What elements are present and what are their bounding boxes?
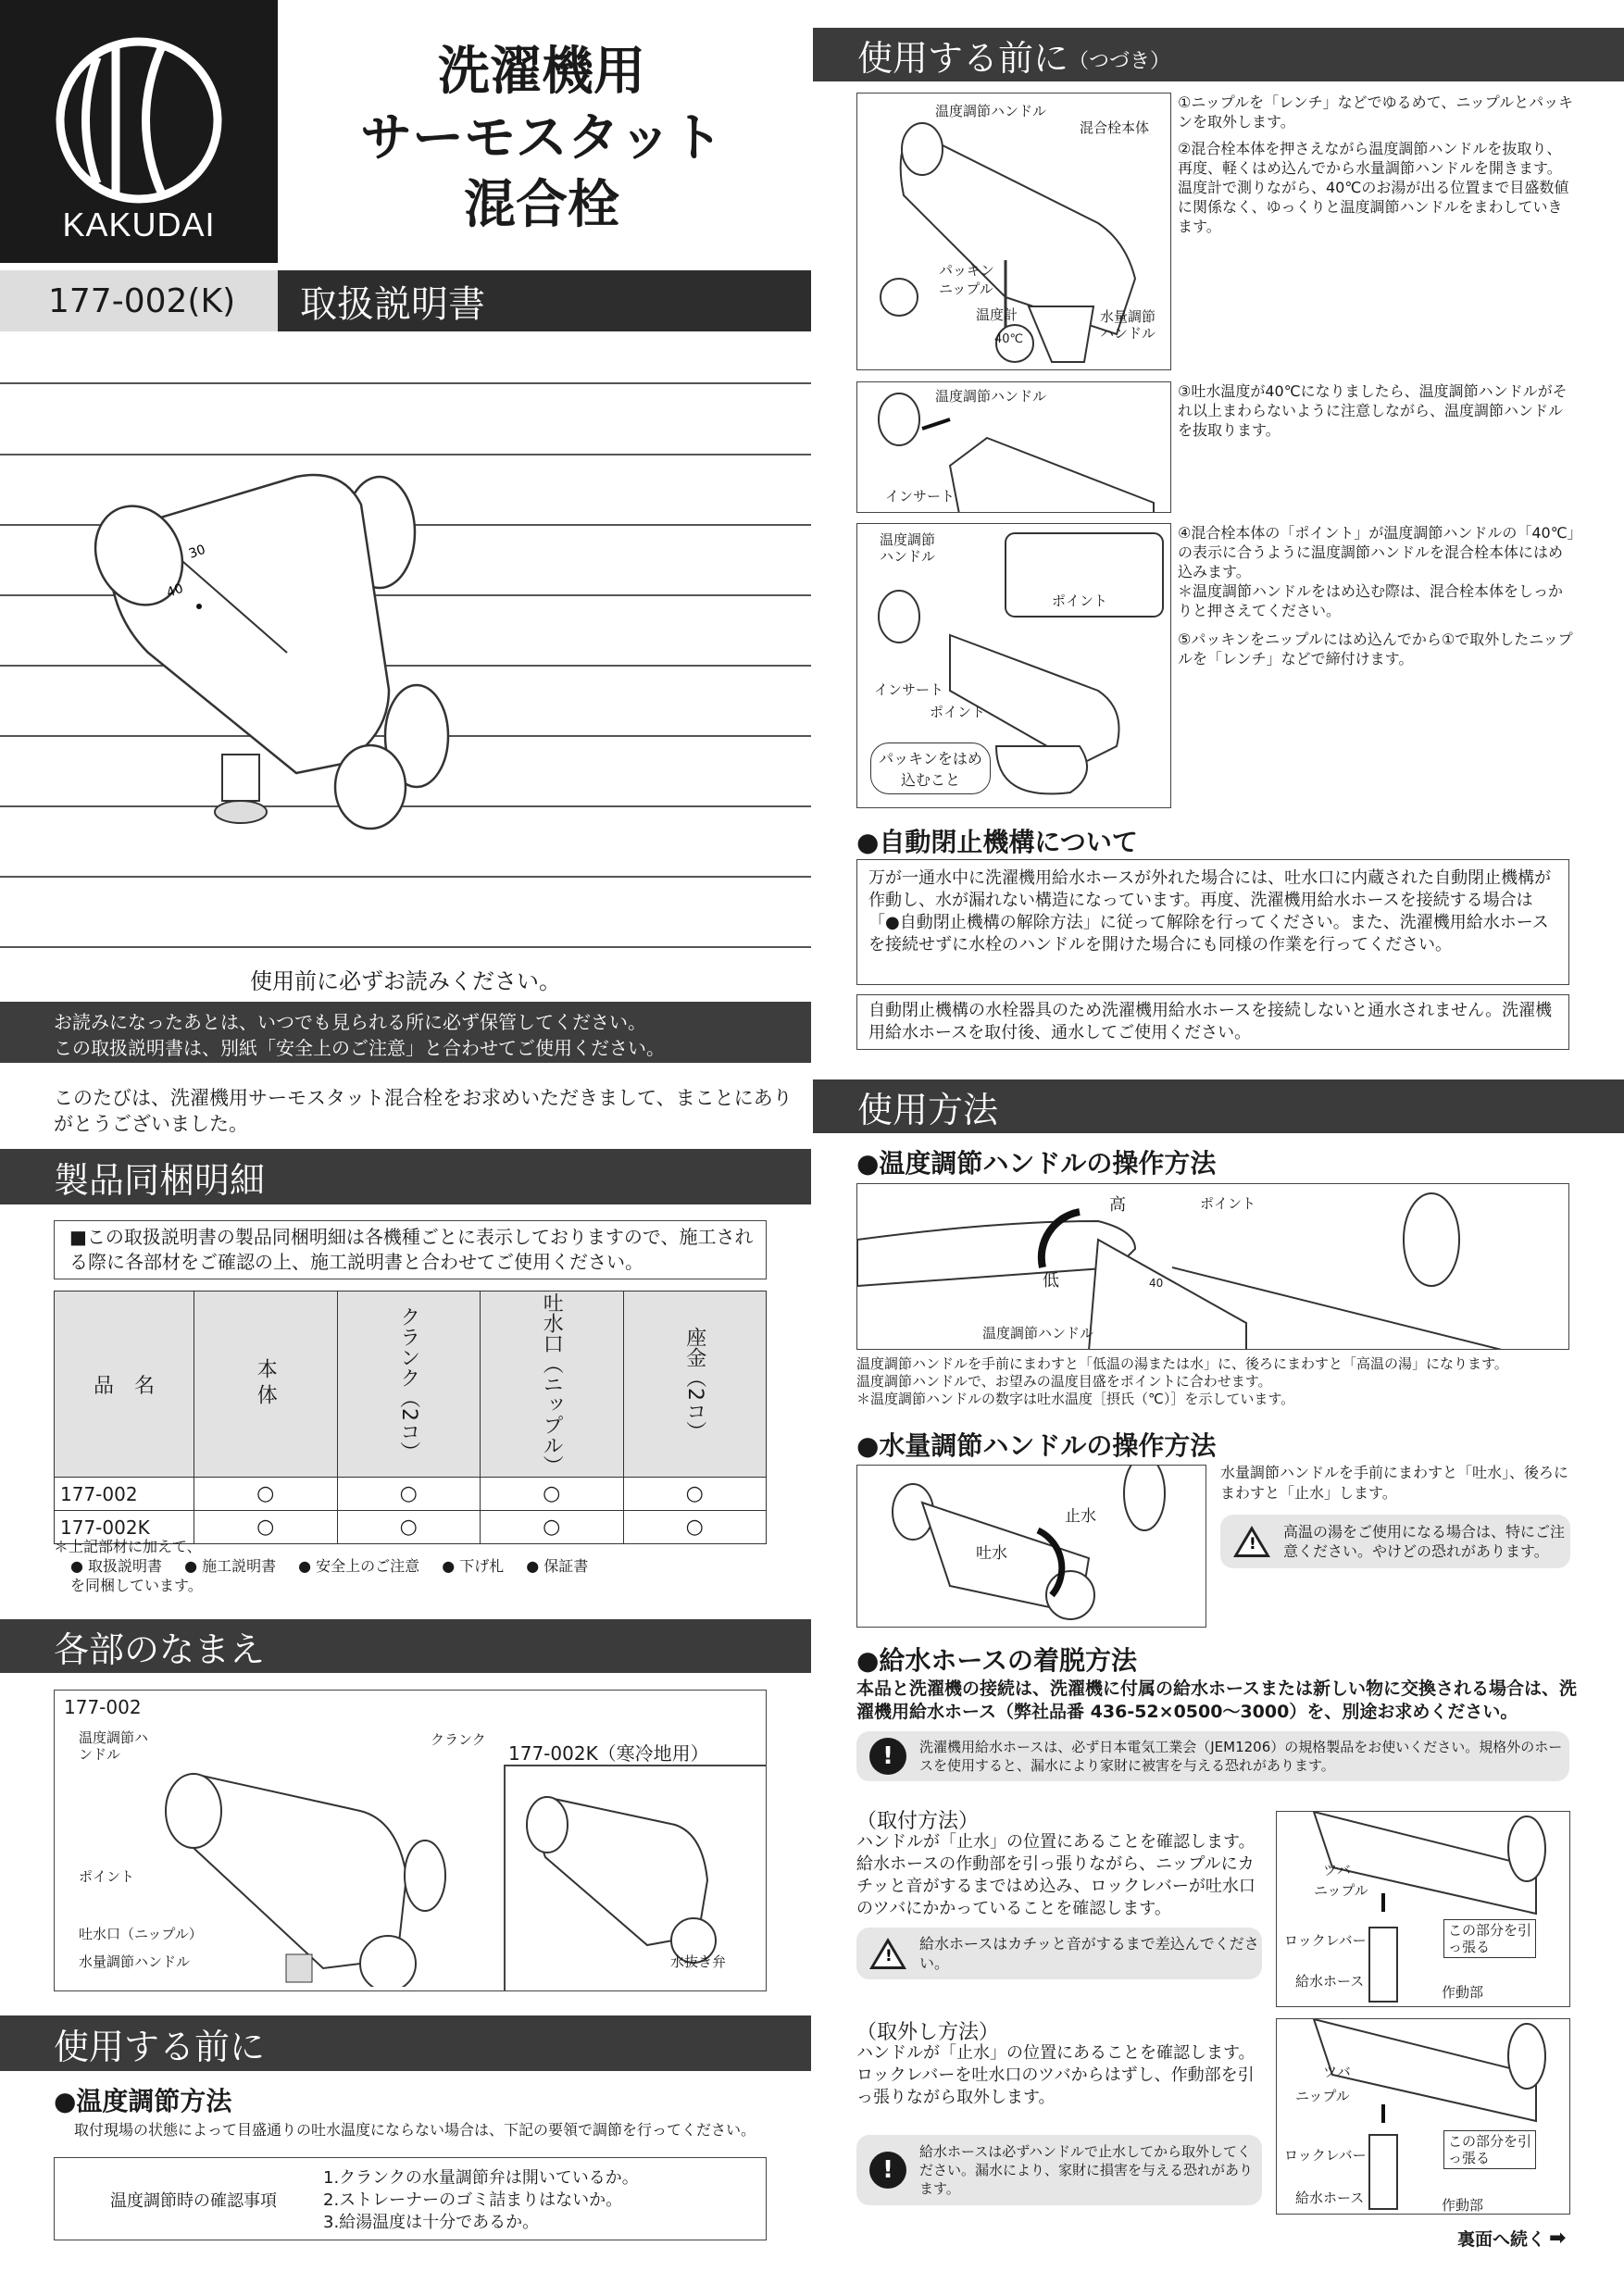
detach-title: （取外し方法）	[856, 2021, 1000, 2044]
attach-title: （取付方法）	[856, 1810, 980, 1833]
next-page[interactable]	[1457, 2226, 1566, 2251]
step-item: ④混合栓本体の「ポイント」が温度調節ハンドルの「40℃」の表示に合うように温度調節ハンドルを混合栓本体にはめ込みます。	[1178, 524, 1575, 580]
fig-pull: この部分を引っ張る	[1443, 2130, 1536, 2169]
step-text-3	[1178, 523, 1576, 668]
flow-op-title: ●水量調節ハンドルの操作方法	[856, 1430, 1217, 1461]
cell-mark: ○	[337, 1511, 481, 1544]
fig-hose: 給水ホース	[1295, 1973, 1365, 1990]
fig-action: 作動部	[1442, 1984, 1484, 2001]
usage-heading: 使用方法	[813, 1079, 1624, 1133]
step-figure-3	[856, 523, 1171, 808]
step-figure-2	[856, 381, 1171, 513]
next-page-label: 裏面へ続く	[1457, 2229, 1546, 2250]
parts-point: ポイント	[79, 1868, 135, 1885]
temp-op-desc	[856, 1355, 1597, 1408]
hose-title: ●給水ホースの着脱方法	[856, 1645, 1138, 1676]
faucet-parts-drawing	[138, 1746, 490, 1987]
fig1-packing: パッキン	[939, 262, 994, 279]
auto-stop-title: ●自動閉止機構について	[856, 827, 1138, 857]
check-item: 1.クランクの水量調節弁は開いているか。	[323, 2168, 639, 2188]
check-item: 3.給湯温度は十分であるか。	[323, 2213, 540, 2232]
step-item: ①ニップルを「レンチ」などでゆるめて、ニップルとパッキンを取外します。	[1178, 94, 1574, 131]
before-use-cont-heading	[813, 28, 1624, 81]
flow-op-desc: 水量調節ハンドルを手前にまわすと「吐水」、後ろにまわすと「止水」します。	[1220, 1464, 1569, 1502]
auto-stop-box2: 自動閉止機構の水栓器具のため洗濯機用給水ホースを接続しないと通水されません。洗濯機用給水ホースを取付後、通水してご使用ください。	[856, 994, 1569, 1050]
warning-icon: !	[1233, 1526, 1270, 1557]
temp-adjust-desc: 取付現場の状態によって目盛通りの吐水温度にならない場合は、下記の要領で調節を行ってください。	[74, 2121, 756, 2139]
read-before-notice: 使用前に必ずお読みください。	[250, 968, 561, 994]
parts-temp-handle: 温度調節ハンドル	[79, 1729, 149, 1763]
fig-lock: ロックレバー	[1284, 2147, 1367, 2164]
caution-text: 高温の湯をご使用になる場合は、特にご注意ください。やけどの恐れがあります。	[1283, 1523, 1566, 1560]
fig-pull: この部分を引っ張る	[1443, 1919, 1536, 1958]
fig-nipple: ニップル	[1295, 2088, 1350, 2104]
temp-op-low: 低	[1043, 1271, 1059, 1291]
contents-heading: 製品同梱明細	[0, 1149, 811, 1204]
cell-mark: ○	[481, 1511, 624, 1544]
warning-text: 給水ホースは必ずハンドルで止水してから取外してください。漏水により、家財に損害を与える恐れがあります。	[919, 2143, 1254, 2197]
hose-desc: 本品と洗濯機の接続は、洗濯機に付属の給水ホースまたは新しい物に交換される場合は、洗濯機用給水ホース（弊社品番 436-52×0500～3000）を、別途お求めください。	[856, 1678, 1578, 1722]
flow-handle-drawing	[857, 1466, 1206, 1628]
fig3-insert: インサート	[874, 681, 944, 698]
fig-hose: 給水ホース	[1295, 2190, 1365, 2206]
fig2-temp-handle: 温度調節ハンドル	[935, 388, 1047, 405]
fig1-temp-handle: 温度調節ハンドル	[935, 103, 1047, 119]
warning-text: 洗濯機用給水ホースは、必ず日本電気工業会（JEM1206）の規格製品をお使いください。規格外のホースを使用すると、漏水により家財に被害を与える恐れがあります。	[919, 1739, 1563, 1774]
fig1-flow-handle: 水量調節ハンドル	[1100, 308, 1156, 342]
temp-op-figure	[856, 1183, 1569, 1350]
contents-table	[54, 1291, 767, 1544]
hose-detach-drawing	[1277, 2019, 1570, 2215]
footnote-end: を同梱しています。	[70, 1577, 203, 1594]
contents-footnote	[54, 1537, 776, 1595]
row-model: 177-002K	[55, 1511, 194, 1544]
attach-desc: ハンドルが「止水」の位置にあることを確認します。給水ホースの作動部を引っ張りながら、ニップルにカチッと音がするまではめ込み、ロックレバーが吐水口のツバにかかっていることを確認します。	[856, 1832, 1255, 1918]
fig-lock: ロックレバー	[1284, 1932, 1367, 1949]
arrow-right-icon: ➡	[1549, 2227, 1567, 2250]
model-number: 177-002(K)	[0, 270, 278, 331]
desc-line: 温度調節ハンドルで、お望みの温度目盛をポイントに合わせます。	[856, 1373, 1272, 1390]
step-text-1	[1178, 93, 1576, 236]
fig3-point: ポイント	[1052, 593, 1108, 609]
flow-op-caution	[1220, 1515, 1570, 1568]
flow-op-flow: 吐水	[976, 1544, 1007, 1563]
fig1-nipple: ニップル	[939, 281, 993, 297]
auto-stop-box1: 万が一通水中に洗濯機用給水ホースが外れた場合には、吐水口に内蔵された自動閉止機構が作動し、水が漏れない構造になっています。再度、洗濯機用給水ホースを接続する場合は「●自動閉止機構の解除方法」に従って解除を行ってください。また、洗濯機用給水ホースを接続せずに水栓のハンドルを開けた場合にも同様の作業を行ってください。	[856, 859, 1569, 985]
heading-suffix: （つづき）	[1068, 49, 1171, 73]
fig3-callout: パッキンをはめ込むこと	[870, 742, 991, 794]
detach-warning	[856, 2135, 1262, 2205]
temp-adjust-title: ●温度調節方法	[54, 2086, 232, 2116]
title-line: 混合栓	[464, 175, 619, 235]
temp-op-point: ポイント	[1200, 1195, 1256, 1212]
footnote-lead: ＊上記部材に加えて、	[54, 1538, 202, 1555]
caution-text: 給水ホースはカチッと音がするまで差込んでください。	[919, 1935, 1259, 1972]
warning-icon: !	[869, 1938, 906, 1969]
brand-name: KAKUDAI	[62, 206, 216, 243]
cell-mark: ○	[623, 1478, 767, 1511]
hose-warning	[856, 1731, 1569, 1781]
check-item: 2.ストレーナーのゴミ詰まりはないか。	[323, 2190, 623, 2210]
doc-type: 取扱説明書	[278, 270, 811, 331]
notice-line: お読みになったあとは、いつでも見られる所に必ず保管してください。	[54, 1011, 646, 1033]
cell-mark: ○	[481, 1478, 624, 1511]
temp-op-title: ●温度調節ハンドルの操作方法	[856, 1148, 1217, 1179]
notice-line: この取扱説明書は、別紙「安全上のご注意」と合わせてご使用ください。	[54, 1037, 665, 1059]
parts-crank: クランク	[431, 1731, 486, 1748]
check-box	[54, 2157, 767, 2240]
desc-line: ＊温度調節ハンドルの数字は吐水温度［摂氏（℃）］を示しています。	[856, 1391, 1295, 1407]
fig3-temp-handle: 温度調節ハンドル	[880, 531, 936, 565]
cell-mark: ○	[337, 1478, 481, 1511]
brand-logo	[0, 0, 278, 263]
parts-heading: 各部のなまえ	[0, 1619, 811, 1673]
title-line: サーモスタット	[360, 108, 723, 168]
desc-line: 温度調節ハンドルを手前にまわすと「低温の湯または水」に、後ろにまわすと「高温の湯」になります。	[856, 1355, 1508, 1372]
parts-figure	[54, 1690, 767, 1991]
fig1-thermometer: 温度計	[976, 306, 1018, 323]
col-header: 座金（2コ）	[623, 1292, 767, 1478]
col-header: 吐水口（ニップル）	[481, 1292, 624, 1478]
flow-op-figure	[856, 1465, 1206, 1628]
flow-op-stop: 止水	[1065, 1507, 1096, 1526]
fig3-point2: ポイント	[930, 704, 986, 720]
footnote-item: ● 安全上のご注意	[298, 1557, 420, 1575]
footnote-item: ● 施工説明書	[184, 1557, 277, 1575]
product-title	[333, 39, 750, 239]
fig-flange: ツバ	[1323, 1862, 1351, 1878]
temp-op-high: 高	[1109, 1195, 1126, 1215]
fig2-insert: インサート	[885, 488, 956, 505]
check-label: 温度調節時の確認事項	[110, 2191, 277, 2211]
fig-flange: ツバ	[1323, 2064, 1351, 2080]
step-item: ＊温度調節ハンドルをはめ込む際は、混合栓本体をしっかりと押さえてください。	[1178, 582, 1564, 619]
keep-notice	[0, 1002, 811, 1063]
footnote-item: ● 下げ札	[442, 1557, 505, 1575]
before-use-heading: 使用する前に	[0, 2015, 811, 2071]
row-model: 177-002	[55, 1478, 194, 1511]
fig1-body: 混合栓本体	[1080, 119, 1150, 136]
detach-desc: ハンドルが「止水」の位置にあることを確認します。ロックレバーを吐水口のツバからはずし、作動部を引っ張りながら取外します。	[856, 2043, 1255, 2107]
fig-action: 作動部	[1442, 2197, 1484, 2214]
step-text-2: ③吐水温度が40℃になりましたら、温度調節ハンドルがそれ以上まわらないように注意しながら、温度調節ハンドルを抜取ります。	[1178, 382, 1568, 439]
title-line: 洗濯機用	[438, 42, 645, 102]
col-header: クランク（2コ）	[337, 1292, 481, 1478]
cell-mark: ○	[194, 1511, 338, 1544]
faucet-cold-drawing	[518, 1778, 758, 1964]
temp-op-dial: 40	[1149, 1277, 1164, 1290]
temp-op-handle: 温度調節ハンドル	[982, 1325, 1094, 1341]
attach-caution	[856, 1928, 1262, 1979]
faucet-illustration	[83, 468, 472, 847]
footnote-item: ● 保証書	[526, 1557, 589, 1575]
detach-figure	[1276, 2018, 1570, 2215]
dial-mark: 40	[164, 580, 186, 601]
step-item: ②混合栓本体を押さえながら温度調節ハンドルを抜取り、再度、軽くはめ込んでから水量調節ハンドルを開きます。温度計で測りながら、40℃のお湯が出る位置まで目盛数値に関係なく、ゆっくりと温度調節ハンドルをまわしていきます。	[1178, 140, 1569, 235]
fig-nipple: ニップル	[1314, 1882, 1368, 1899]
thanks-text: このたびは、洗濯機用サーモスタット混合栓をお求めいただきまして、まことにありがとうございました。	[54, 1087, 793, 1135]
step-figure-1	[856, 93, 1171, 370]
cell-mark: ○	[194, 1478, 338, 1511]
item-header: 品 名	[55, 1292, 194, 1478]
step-item: ⑤パッキンをニップルにはめ込んでから①で取外したニップルを「レンチ」などで締付けます。	[1178, 630, 1573, 668]
dial-mark: 30	[186, 542, 208, 562]
footnote-item: ● 取扱説明書	[70, 1557, 163, 1575]
heading-text: 使用する前に	[857, 37, 1069, 79]
attach-figure	[1276, 1811, 1570, 2007]
fig1-temp40: 40℃	[994, 332, 1024, 346]
parts-flow-handle: 水量調節ハンドル	[79, 1953, 191, 1970]
exclamation-icon: !	[869, 1738, 906, 1775]
col-header: 本体	[194, 1292, 338, 1478]
contents-note: ■この取扱説明書の製品同梱明細は各機種ごとに表示しておりますので、施工される際に各部材をご確認の上、施工説明書と合わせてご使用ください。	[54, 1220, 767, 1279]
model-b-label: 177-002K（寒冷地用）	[508, 1742, 709, 1765]
exclamation-icon: !	[869, 2152, 906, 2189]
cell-mark: ○	[623, 1511, 767, 1544]
parts-spout: 吐水口（ニップル）	[79, 1926, 203, 1942]
parts-drain: 水抜き弁	[670, 1953, 727, 1970]
model-a-label: 177-002	[64, 1696, 142, 1718]
